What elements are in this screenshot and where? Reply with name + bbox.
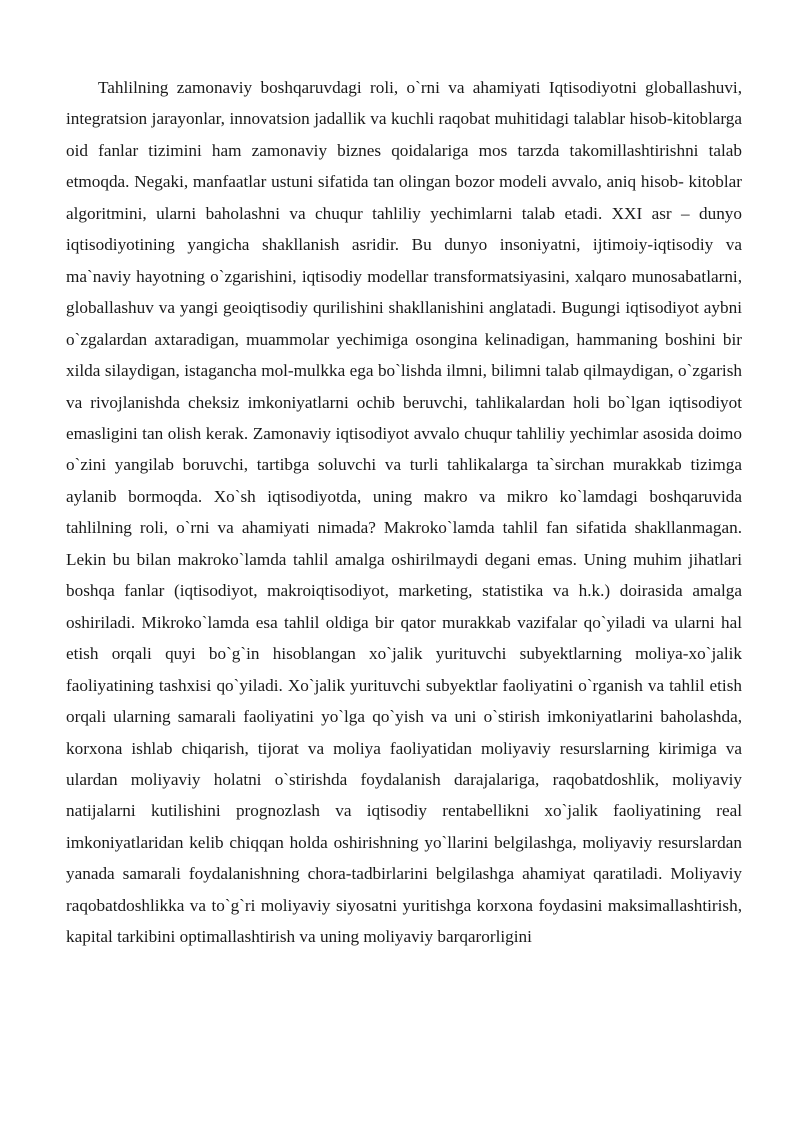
body-paragraph: Tahlilning zamonaviy boshqaruvdagi roli, o`rni va ahamiyati Iqtisodiyotni globallashuvi, integratsion jarayonlar, innovatsion jadallik va kuchli raqobat muhitidagi talablar hisob-kitoblarga oid fanlar tizimini ham zamonaviy biznes qoidalariga mos tarzda takomillashtirishni talab etmoqda. Negaki, manfaatlar ustuni sifatida tan olingan bozor modeli avvalo, aniq hisob- kitoblar algoritmini, ularni baholashni va chuqur tahliliy yechimlarni talab etadi. XXI asr – dunyo iqtisodiyotining yangicha shakllanish asridir. Bu dunyo insoniyatni, ijtimoiy-iqtisodiy va ma`naviy hayotning o`zgarishini, iqtisodiy modellar transformatsiyasini, xalqaro munosabatlarni, globallashuv va yangi geoiqtisodiy qurilishini shakllanishini anglatadi. Bugungi iqtisodiyot aybni o`zgalardan axtaradigan, muammolar yechimiga osongina kelinadigan, hammaning boshini bir xilda silaydigan, istagancha mol-mulkka ega bo`lishda ilmni, bilimni talab qilmaydigan, o`zgarish va rivojlanishda cheksiz imkoniyatlarni ochib beruvchi, tahlikalardan holi bo`lgan iqtisodiyot emasligini tan olish kerak. Zamonaviy iqtisodiyot avvalo chuqur tahliliy yechimlar asosida doimo o`zini yangilab boruvchi, tartibga soluvchi va turli tahlikalarga ta`sirchan murakkab tizimga aylanib bormoqda. Xo`sh iqtisodiyotda, uning makro va mikro ko`lamdagi boshqaruvida tahlilning roli, o`rni va ahamiyati nimada? Makroko`lamda tahlil fan sifatida shakllanmagan. Lekin bu bilan makroko`lamda tahlil amalga oshirilmaydi degani emas. Uning muhim jihatlari boshqa fanlar (iqtisodiyot, makroiqtisodiyot, marketing, statistika va h.k.) doirasida amalga oshiriladi. Mikroko`lamda esa tahlil oldiga bir qator murakkab vazifalar qo`yiladi va ularni hal etish orqali quyi bo`g`in hisoblangan xo`jalik yurituvchi subyektlarning moliya-xo`jalik faoliyatining tashxisi qo`yiladi. Xo`jalik yurituvchi subyektlar faoliyatini o`rganish va tahlil etish orqali ularning samarali faoliyatini yo`lga qo`yish va uni o`stirish imkoniyatlarini baholashda, korxona ishlab chiqarish, tijorat va moliya faoliyatidan moliyaviy resurslarning kirimiga va ulardan moliyaviy holatni o`stirishda foydalanish darajalariga, raqobatdoshlik, moliyaviy natijalarni kutilishini prognozlash va iqtisodiy rentabellikni xo`jalik faoliyatining real imkoniyatlaridan kelib chiqqan holda oshirishning yo`llarini belgilashga, moliyaviy resurslardan yanada samarali foydalanishning chora-tadbirlarini belgilashga ahamiyat qaratiladi. Moliyaviy raqobatdoshlikka va to`g`ri moliyaviy siyosatni yuritishga korxona foydasini maksimallashtirish, kapital tarkibini optimallashtirish va uning moliyaviy barqarorligini xyxy=(66,78,742,947)
